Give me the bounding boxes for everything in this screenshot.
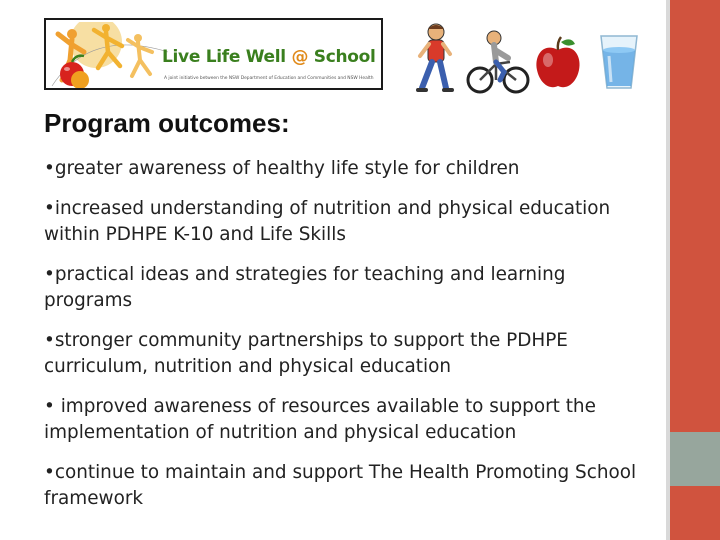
logo-subtitle: A joint initiative between the NSW Department of Education and Communities and NSW Health [164,76,374,81]
logo-title: Live Life Well @ School [162,47,376,67]
list-item: •stronger community partnerships to support the PDHPE curriculum, nutrition and physical education [44,330,568,377]
list-item: •greater awareness of healthy life style for children [44,158,520,179]
list-item: • improved awareness of resources available to support the implementation of nutrition and physical education [44,396,596,443]
side-bar-red-bottom [670,486,720,540]
list-item: •continue to maintain and support The Health Promoting School framework [44,462,637,509]
logo-figures-icon [50,22,170,88]
walking-child-icon [414,22,460,96]
apple-icon [533,34,583,92]
side-bar-red-top [670,0,720,432]
outcomes-list [44,156,644,526]
side-bar-gray [670,432,720,486]
water-glass-icon [595,30,643,92]
cycling-child-icon [466,28,530,96]
list-item: •increased understanding of nutrition and physical education within PDHPE K-10 and Life Skills [44,198,611,245]
list-item: •practical ideas and strategies for teaching and learning programs [44,264,566,311]
program-logo [44,18,383,90]
page-title: Program outcomes: [44,108,290,138]
